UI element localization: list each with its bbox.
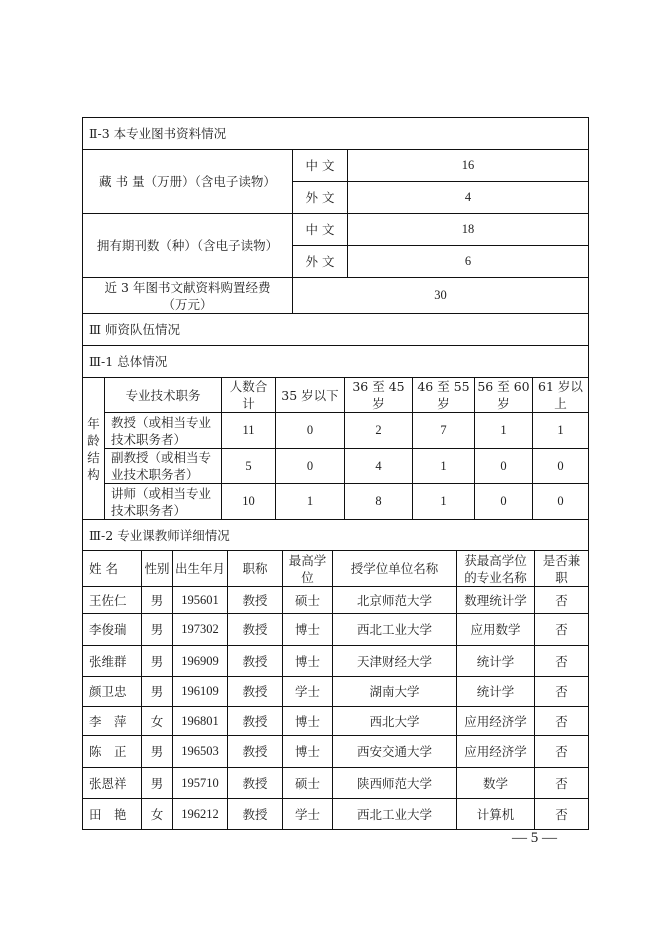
cell: 男 [142, 587, 173, 614]
cell: 7 [413, 413, 475, 449]
cell: 学士 [283, 799, 333, 830]
cell: 否 [535, 736, 589, 768]
cell: 教授 [228, 799, 283, 830]
cell: 197302 [173, 614, 228, 646]
lang-label: 外 文 [293, 182, 348, 214]
cell: 1 [475, 413, 533, 449]
side-char: 龄 [87, 432, 100, 448]
section-heading: Ⅲ-1 总体情况 [83, 346, 589, 378]
cell: 学士 [283, 677, 333, 707]
cell: 1 [533, 413, 589, 449]
cell: 女 [142, 799, 173, 830]
cell: 计算机 [457, 799, 535, 830]
funding-label-line: （万元） [162, 296, 213, 312]
cell: 数学 [457, 768, 535, 799]
cell: 王佐仁 [83, 587, 142, 614]
column-header: 46 至 55 岁 [413, 378, 475, 413]
cell: 0 [276, 449, 345, 484]
lang-label: 中 文 [293, 150, 348, 182]
column-header: 人数合计 [222, 378, 276, 413]
column-header: 授学位单位名称 [333, 551, 457, 587]
cell: 西北工业大学 [333, 614, 457, 646]
cell: 否 [535, 587, 589, 614]
table-row [83, 677, 589, 707]
cell: 天津财经大学 [333, 646, 457, 677]
periodicals-label: 拥有期刊数（种）（含电子读物） [83, 214, 293, 278]
side-char: 构 [87, 466, 100, 482]
cell: 北京师范大学 [333, 587, 457, 614]
lang-label: 中 文 [293, 214, 348, 246]
row-title: 教授（或相当专业技术职务者） [105, 413, 222, 449]
cell: 5 [222, 449, 276, 484]
books-label: 藏 书 量（万册）（含电子读物） [83, 150, 293, 214]
library-table [82, 149, 589, 314]
cell: 10 [222, 484, 276, 520]
cell: 否 [535, 768, 589, 799]
cell: 0 [475, 449, 533, 484]
cell: 西北工业大学 [333, 799, 457, 830]
page-number: — 5 — [512, 830, 557, 846]
column-header: 36 至 45 岁 [345, 378, 413, 413]
age-structure-label [83, 378, 105, 520]
column-header: 35 岁以下 [276, 378, 345, 413]
cell: 0 [276, 413, 345, 449]
row-title: 副教授（或相当专业技术职务者） [105, 449, 222, 484]
section-heading: Ⅱ-3 本专业图书资料情况 [83, 118, 589, 150]
cell: 男 [142, 614, 173, 646]
cell: 陕西师范大学 [333, 768, 457, 799]
cell: 教授 [228, 736, 283, 768]
cell: 196503 [173, 736, 228, 768]
cell: 11 [222, 413, 276, 449]
cell: 硕士 [283, 768, 333, 799]
cell: 应用经济学 [457, 736, 535, 768]
cell: 硕士 [283, 587, 333, 614]
cell: 陈 正 [83, 736, 142, 768]
row-title: 讲师（或相当专业技术职务者） [105, 484, 222, 520]
column-header: 56 至 60 岁 [475, 378, 533, 413]
table-row [83, 449, 589, 484]
table-row [83, 736, 589, 768]
cell: 195601 [173, 587, 228, 614]
cell: 4 [345, 449, 413, 484]
cell: 博士 [283, 707, 333, 736]
column-header: 专业技术职务 [105, 378, 222, 413]
cell: 教授 [228, 587, 283, 614]
funding-value: 30 [293, 278, 589, 314]
column-header: 最高学位 [283, 551, 333, 587]
cell: 男 [142, 677, 173, 707]
cell: 1 [413, 449, 475, 484]
funding-label [83, 278, 293, 314]
value-cell: 4 [348, 182, 589, 214]
cell: 数理统计学 [457, 587, 535, 614]
cell: 教授 [228, 677, 283, 707]
cell: 李 萍 [83, 707, 142, 736]
cell: 李俊瑞 [83, 614, 142, 646]
cell: 博士 [283, 614, 333, 646]
column-header: 是否兼职 [535, 551, 589, 587]
cell: 195710 [173, 768, 228, 799]
section-heading: Ⅲ 师资队伍情况 [83, 314, 589, 346]
cell: 男 [142, 646, 173, 677]
cell: 应用经济学 [457, 707, 535, 736]
cell: 张恩祥 [83, 768, 142, 799]
cell: 西北大学 [333, 707, 457, 736]
cell: 西安交通大学 [333, 736, 457, 768]
cell: 教授 [228, 646, 283, 677]
cell: 2 [345, 413, 413, 449]
teachers-table [82, 550, 589, 830]
cell: 颜卫忠 [83, 677, 142, 707]
table-row [83, 587, 589, 614]
column-header: 性别 [142, 551, 173, 587]
cell: 196801 [173, 707, 228, 736]
cell: 统计学 [457, 646, 535, 677]
cell: 教授 [228, 768, 283, 799]
cell: 博士 [283, 736, 333, 768]
side-char: 结 [87, 449, 100, 465]
cell: 1 [276, 484, 345, 520]
side-char: 年 [87, 415, 100, 431]
cell: 196212 [173, 799, 228, 830]
cell: 否 [535, 707, 589, 736]
cell: 8 [345, 484, 413, 520]
cell: 196109 [173, 677, 228, 707]
cell: 张维群 [83, 646, 142, 677]
cell: 196909 [173, 646, 228, 677]
cell: 0 [475, 484, 533, 520]
table-row [83, 768, 589, 799]
table-row [83, 707, 589, 736]
lang-label: 外 文 [293, 246, 348, 278]
cell: 田 艳 [83, 799, 142, 830]
cell: 0 [533, 449, 589, 484]
cell: 教授 [228, 707, 283, 736]
column-header: 61 岁以上 [533, 378, 589, 413]
value-cell: 6 [348, 246, 589, 278]
cell: 0 [533, 484, 589, 520]
table-row [83, 484, 589, 520]
table-row [83, 413, 589, 449]
age-structure-table [82, 377, 589, 520]
section-heading: Ⅲ-2 专业课教师详细情况 [83, 520, 589, 551]
table-row [83, 799, 589, 830]
cell: 男 [142, 768, 173, 799]
cell: 否 [535, 614, 589, 646]
funding-label-line: 近 3 年图书文献资料购置经费 [104, 279, 271, 295]
cell: 男 [142, 736, 173, 768]
cell: 否 [535, 646, 589, 677]
form-table [82, 118, 589, 830]
column-header: 获最高学位的专业名称 [457, 551, 535, 587]
column-header: 职称 [228, 551, 283, 587]
cell: 统计学 [457, 677, 535, 707]
column-header: 出生年月 [173, 551, 228, 587]
table-row [83, 614, 589, 646]
cell: 女 [142, 707, 173, 736]
column-header: 姓 名 [83, 551, 142, 587]
cell: 湖南大学 [333, 677, 457, 707]
cell: 博士 [283, 646, 333, 677]
value-cell: 18 [348, 214, 589, 246]
cell: 应用数学 [457, 614, 535, 646]
value-cell: 16 [348, 150, 589, 182]
cell: 1 [413, 484, 475, 520]
table-row [83, 646, 589, 677]
cell: 教授 [228, 614, 283, 646]
cell: 否 [535, 677, 589, 707]
cell: 否 [535, 799, 589, 830]
